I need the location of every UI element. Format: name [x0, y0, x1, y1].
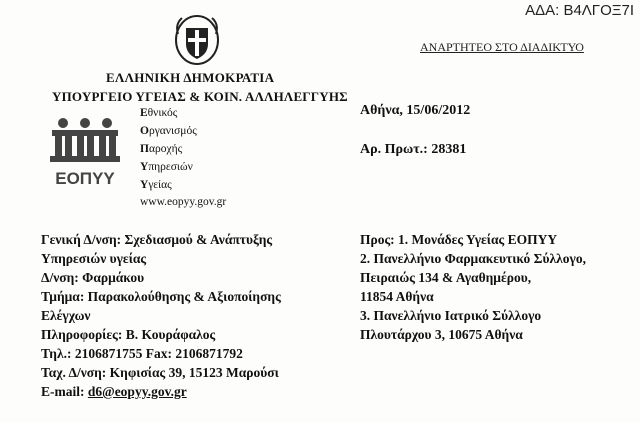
- sender-line: Ταχ. Δ/νση: Κηφισίας 39, 15123 Μαρούσι: [41, 365, 279, 380]
- protocol-number: Αρ. Πρωτ.: 28381: [360, 142, 467, 157]
- document-date: Αθήνα, 15/06/2012: [360, 103, 471, 118]
- sender-line: Τηλ.: 2106871755 Fax: 2106871792: [41, 346, 243, 361]
- sender-block: [41, 230, 281, 401]
- org-line: Οργανισμός: [140, 125, 197, 137]
- org-line: Υγείας: [140, 179, 172, 191]
- recipient-line: Προς: 1. Μονάδες Υγείας ΕΟΠΥΥ: [360, 232, 558, 247]
- sender-line: Υπηρεσιών υγείας: [41, 251, 147, 266]
- recipient-line: 11854 Αθήνα: [360, 289, 434, 304]
- recipient-line: Πλουτάρχου 3, 10675 Αθήνα: [360, 327, 523, 342]
- sender-line: Δ/νση: Φαρμάκου: [41, 270, 145, 285]
- email-line: [41, 382, 281, 401]
- sender-line: Πληροφορίες: Β. Κουράφαλος: [41, 327, 216, 342]
- recipient-line: 2. Πανελλήνιο Φαρμακευτικό Σύλλογο,: [360, 251, 586, 266]
- org-line: Εθνικός: [140, 107, 178, 119]
- sender-line: Ελέγχων: [41, 308, 91, 323]
- email-link[interactable]: d6@eopyy.gov.gr: [87, 384, 187, 399]
- org-line: Υπηρεσιών: [140, 161, 193, 173]
- recipient-line: Πειραιώς 134 & Αγαθημέρου,: [360, 270, 532, 285]
- sender-line: Τμήμα: Παρακολούθησης & Αξιοποίησης: [41, 289, 281, 304]
- ministry-title: ΥΠΟΥΡΓΕΙΟ ΥΓΕΙΑΣ & ΚΟΙΝ. ΑΛΛΗΛΕΓΓΥΗΣ: [52, 89, 348, 104]
- greek-emblem-icon: [172, 10, 222, 66]
- republic-title: ΕΛΛΗΝΙΚΗ ΔΗΜΟΚΡΑΤΙΑ: [106, 70, 275, 85]
- website-link[interactable]: www.eopyy.gov.gr: [140, 196, 227, 208]
- recipients-block: [360, 230, 586, 344]
- recipient-line: 3. Πανελλήνιο Ιατρικό Σύλλογο: [360, 308, 542, 323]
- org-line: Παροχής: [140, 143, 183, 155]
- ada-code: ΑΔΑ: Β4ΛΓΟΞ7Ι: [525, 2, 634, 19]
- organization-name-lines: [140, 104, 197, 194]
- posted-online-note: ΑΝΑΡΤΗΤΕΟ ΣΤΟ ΔΙΑΔΙΚΤΥΟ: [420, 40, 584, 54]
- eopyy-logo: [48, 114, 122, 190]
- sender-line: Γενική Δ/νση: Σχεδιασμού & Ανάπτυξης: [41, 232, 273, 247]
- email-label: E-mail:: [41, 384, 88, 399]
- eopyy-logo-text: ΕΟΠΥΥ: [55, 169, 115, 188]
